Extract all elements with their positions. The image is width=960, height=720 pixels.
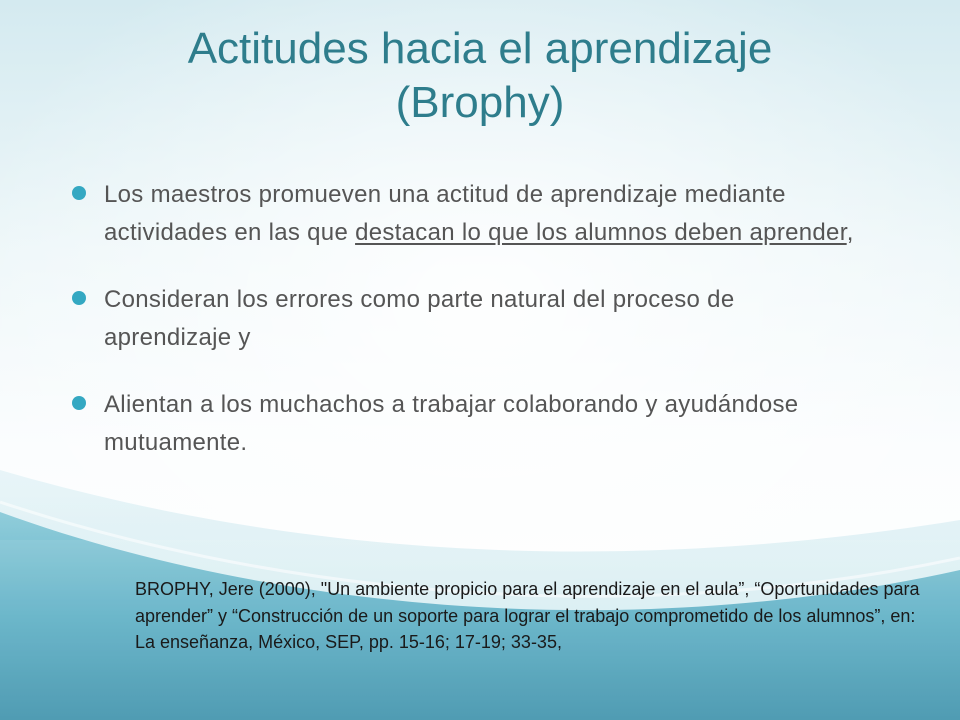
slide-title: [60, 22, 900, 130]
bullet-item-3: [68, 386, 868, 462]
bullet-dot-icon: [71, 290, 87, 306]
bullet-3-text: Alientan a los muchachos a trabajar colaborando y ayudándose mutuamente.: [104, 391, 799, 456]
title-line-2: (Brophy): [395, 78, 565, 127]
bullet-2-text: Consideran los errores como parte natural del proceso de aprendizaje y: [104, 286, 735, 351]
bullet-1-text-end: ,: [846, 219, 854, 246]
bullet-list: [68, 176, 868, 491]
bullet-item-1: [68, 176, 868, 252]
bullet-dot-icon: [71, 395, 87, 411]
title-line-1: Actitudes hacia el aprendizaje: [187, 24, 773, 73]
bullet-dot-icon: [71, 185, 87, 201]
bibliographic-reference: BROPHY, Jere (2000), "Un ambiente propicio para el aprendizaje en el aula”, “Oportunidades para aprender” y “Construcción de un soporte para lograr el trabajo comprometido de los alumnos”, en: La enseñanza, México, SEP, pp. 15-16; 17-19; 33-35,: [135, 579, 920, 652]
bullet-item-2: [68, 281, 868, 357]
bullet-1-underlined-text: destacan lo que los alumnos deben aprender: [355, 219, 847, 246]
bullet-1-text-start: Los maestros promueven una actitud de aprendizaje mediante actividades en las que: [104, 181, 786, 246]
